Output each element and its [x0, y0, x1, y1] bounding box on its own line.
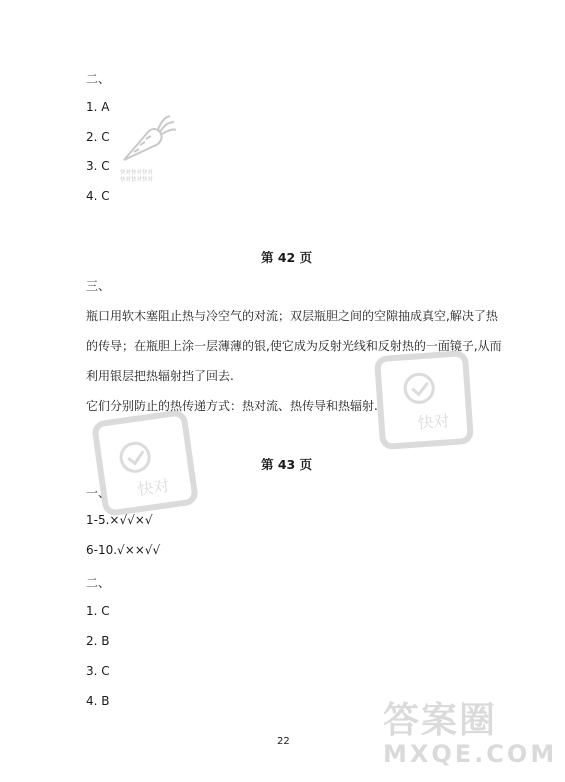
answer-item: 2. C [86, 130, 110, 144]
answer-item: 1. C [86, 604, 110, 618]
answer-item: 4. B [86, 694, 110, 708]
stamp-text: 快对快对快对 [120, 170, 154, 176]
paragraph-line: 利用银层把热辐射挡了回去. [86, 369, 234, 383]
watermark-domain: MXQE.COM [383, 740, 558, 768]
watermark-badge-text: 快对 [416, 411, 451, 433]
section-heading: 三、 [86, 279, 111, 293]
paragraph-line: 它们分别防止的热传递方式：热对流、热传导和热辐射. [86, 399, 378, 413]
carrot-stamp-icon [118, 112, 178, 184]
answer-item: 3. C [86, 664, 110, 678]
section-heading: 二、 [86, 576, 111, 590]
watermark-big-text: 答案圈 [383, 700, 498, 741]
answer-item: 1. A [86, 100, 110, 114]
answer-circle-watermark [383, 700, 558, 772]
stamp-text: 快对快对快对 [120, 177, 154, 183]
paragraph-line: 瓶口用软木塞阻止热与冷空气的对流；双层瓶胆之间的空隙抽成真空,解决了热 [86, 309, 498, 323]
section-heading: 一、 [86, 486, 111, 500]
watermark-badge-text: 快对 [136, 475, 171, 500]
page-number: 22 [277, 736, 290, 747]
true-false-line: 1-5.×√√×√ [86, 513, 153, 527]
answer-item: 4. C [86, 189, 110, 203]
watermark-badge [90, 408, 201, 519]
true-false-line: 6-10.√××√√ [86, 543, 161, 557]
answer-item: 2. B [86, 634, 110, 648]
page-title: 第 43 页 [261, 457, 313, 472]
watermark-badge [373, 349, 475, 451]
answer-item: 3. C [86, 159, 110, 173]
section-heading: 二、 [86, 72, 111, 86]
paragraph-line: 的传导；在瓶胆上涂一层薄薄的银,使它成为反射光线和反射热的一面镜子,从而 [86, 339, 502, 353]
page-title: 第 42 页 [261, 250, 313, 265]
